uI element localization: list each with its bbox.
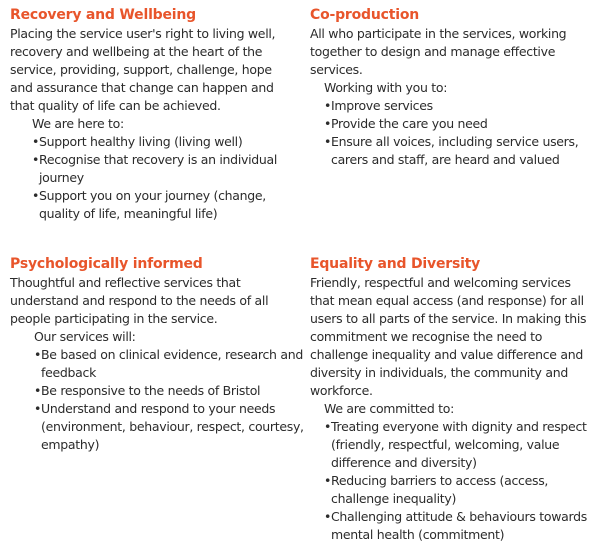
section-body: Friendly, respectful and welcoming services that mean equal access (and response) for all users to all parts of the service. In making this commitment we recognise the need to challenge inequality and value difference and diversity in individuals, the community and workforce. — [310, 275, 587, 398]
bullet-list — [310, 97, 590, 169]
list-item: • Recognise that recovery is an individual journey — [32, 151, 295, 187]
section-body: All who participate in the services, working together to design and manage effective services. — [310, 26, 567, 77]
section-intro: We are committed to: — [324, 401, 454, 416]
bullet-list — [10, 133, 295, 223]
list-item: • Ensure all voices, including service users, carers and staff, are heard and valued — [324, 133, 590, 169]
section-body: Placing the service user's right to living well, recovery and wellbeing at the heart of the service, providing, support, challenge, hope and assurance that change can happen and that quality of life can be achieved. — [10, 26, 276, 113]
bullet-list — [10, 346, 310, 454]
list-item: • Be based on clinical evidence, research and feedback — [34, 346, 310, 382]
list-item: • Improve services — [324, 97, 590, 115]
list-item: • Support healthy living (living well) — [32, 133, 295, 151]
section-intro: Working with you to: — [324, 80, 448, 95]
bullet-list — [310, 418, 590, 544]
list-item: • Treating everyone with dignity and respect (friendly, respectful, welcoming, value difference and diversity) — [324, 418, 590, 472]
section-co-production — [310, 6, 590, 169]
list-item: • Provide the care you need — [324, 115, 590, 133]
section-title: Recovery and Wellbeing — [10, 7, 196, 23]
list-item: • Understand and respond to your needs (environment, behaviour, respect, courtesy, empathy) — [34, 400, 310, 454]
section-recovery-wellbeing — [10, 6, 295, 223]
section-title: Equality and Diversity — [310, 256, 481, 272]
section-intro: We are here to: — [32, 116, 124, 131]
section-psychologically-informed — [10, 255, 310, 454]
section-equality-diversity — [310, 255, 590, 544]
section-title: Psychologically informed — [10, 256, 203, 272]
list-item: • Support you on your journey (change, quality of life, meaningful life) — [32, 187, 295, 223]
list-item: • Challenging attitude & behaviours towards mental health (commitment) — [324, 508, 590, 544]
section-intro: Our services will: — [34, 329, 136, 344]
section-title: Co-production — [310, 7, 420, 23]
list-item: • Reducing barriers to access (access, challenge inequality) — [324, 472, 590, 508]
list-item: • Be responsive to the needs of Bristol — [34, 382, 310, 400]
section-body: Thoughtful and reflective services that understand and respond to the needs of all people participating in the service. — [10, 275, 269, 326]
